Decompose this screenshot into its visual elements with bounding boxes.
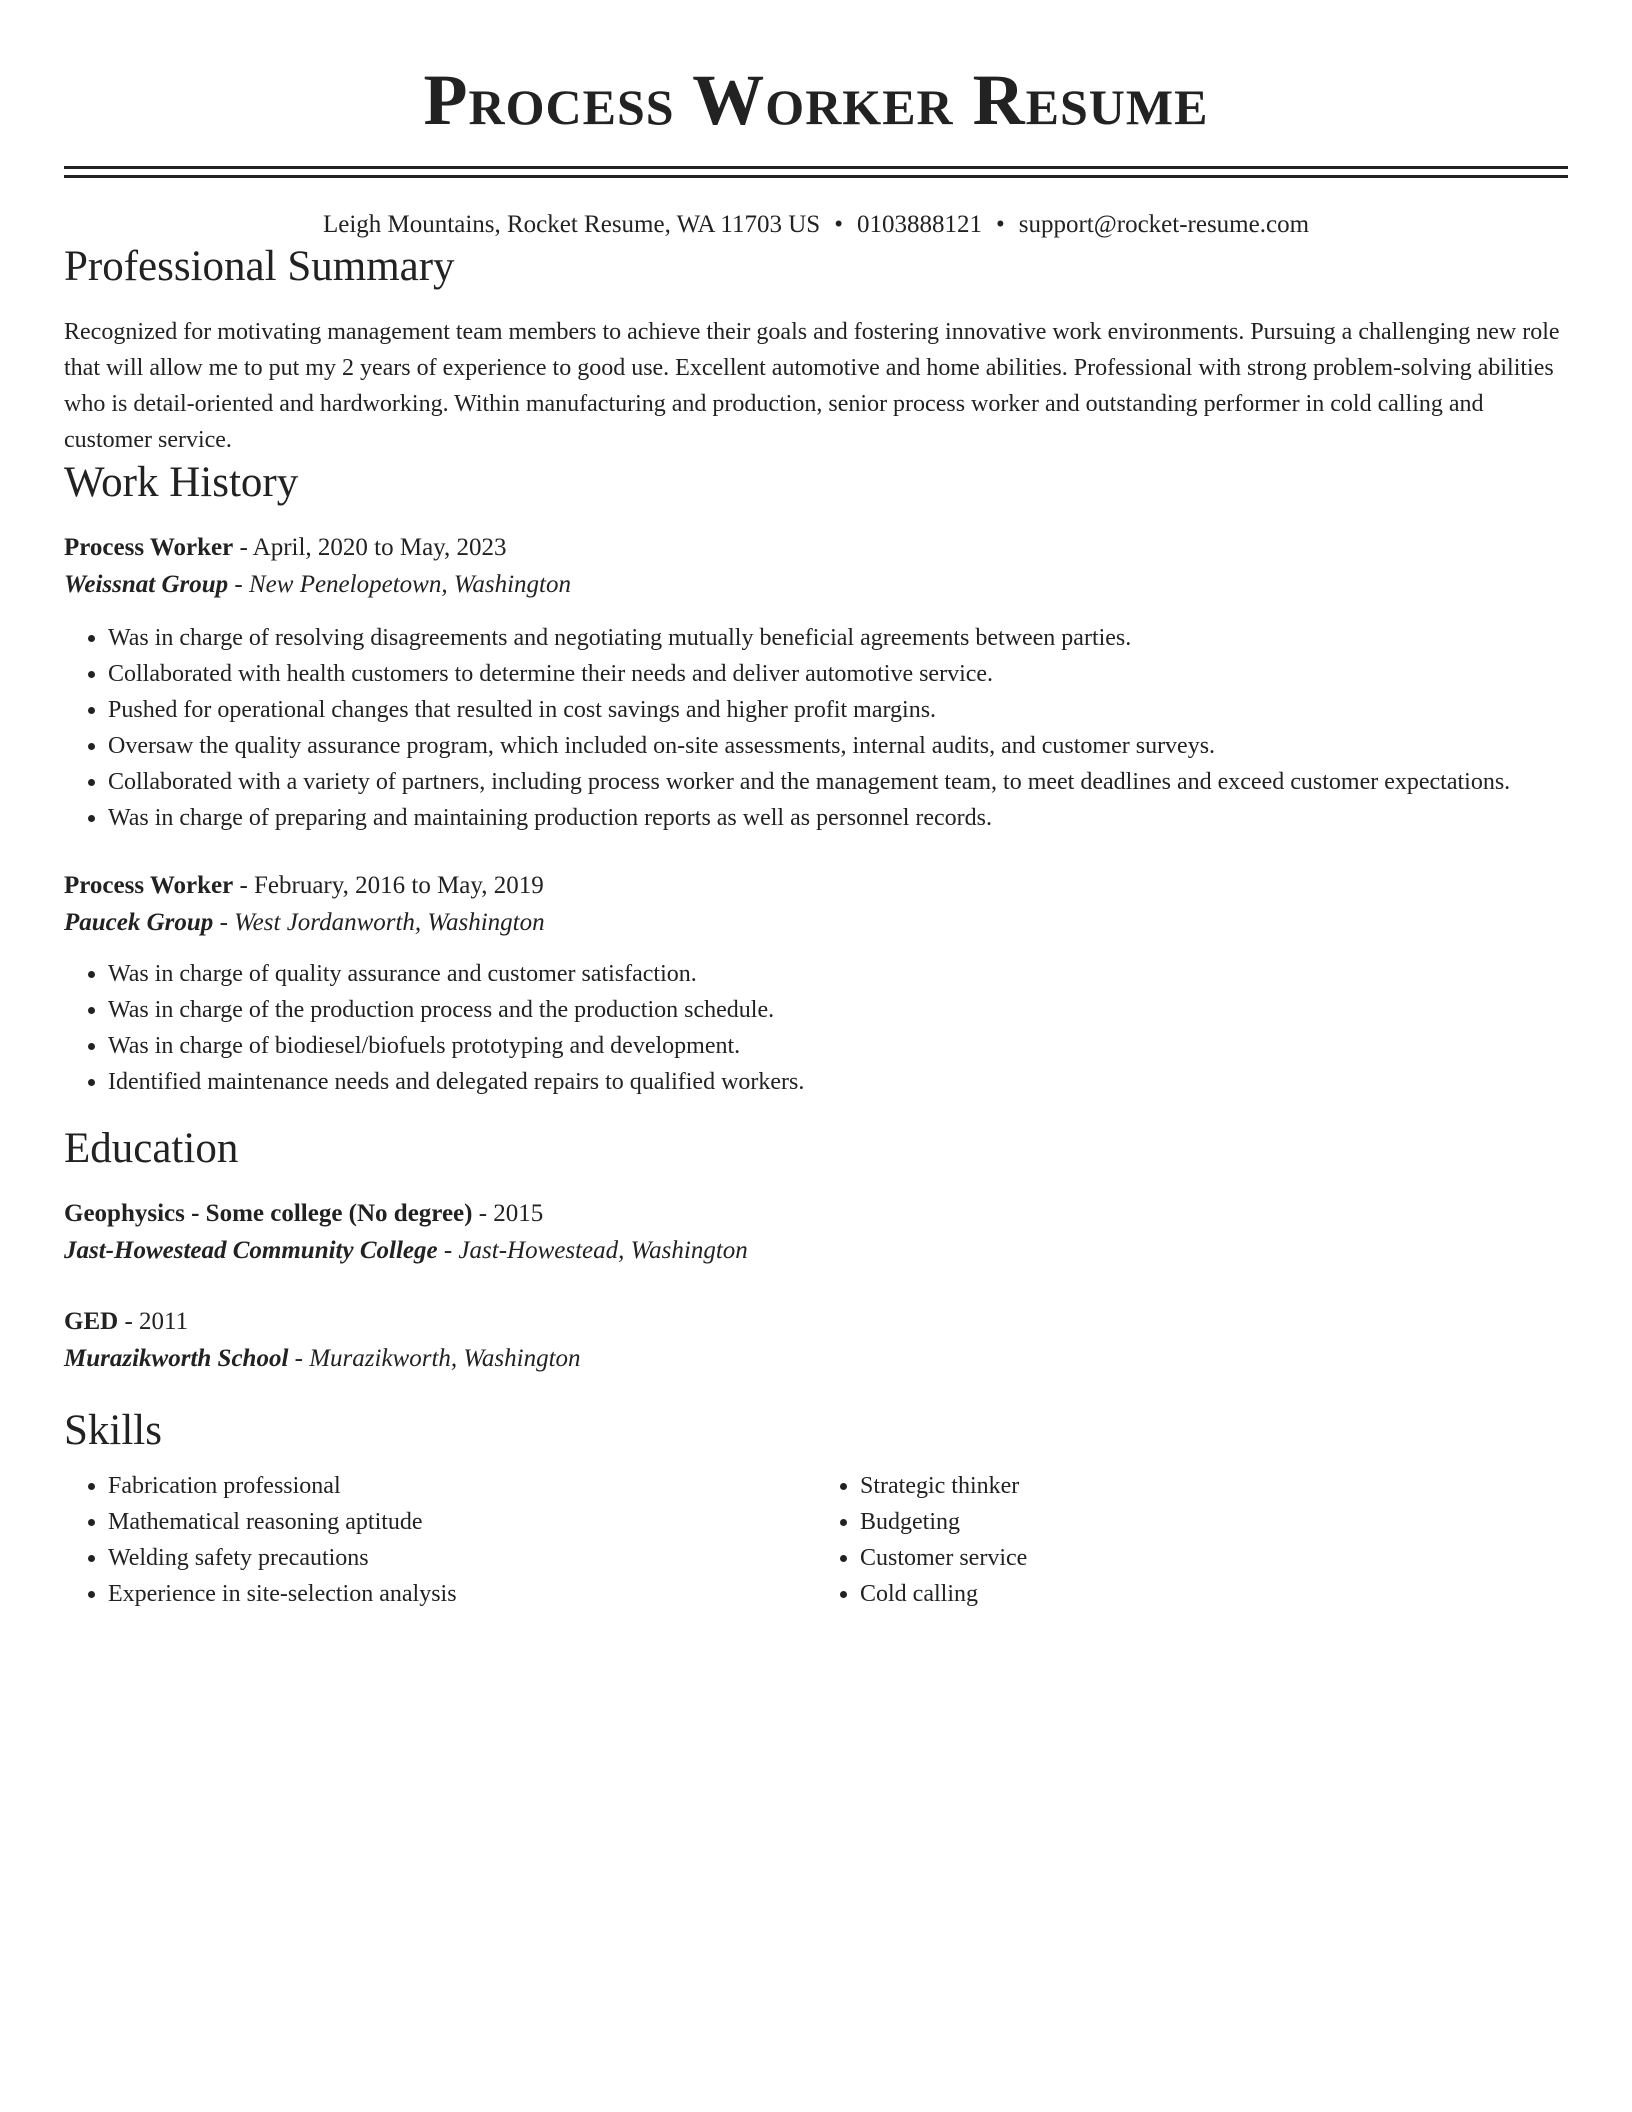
- list-item: • Was in charge of preparing and maintaining production reports as well as personnel records.: [108, 800, 1568, 836]
- contact-address: Leigh Mountains, Rocket Resume, WA 11703 US: [322, 211, 821, 238]
- job-dates: - April, 2020 to May, 2023: [233, 534, 507, 561]
- skills-heading: Skills: [64, 1407, 162, 1454]
- job-company-line: [64, 904, 1568, 942]
- list-item: • Was in charge of the production process and the production schedule.: [108, 992, 1568, 1028]
- job-entry: [64, 868, 1568, 1100]
- job-company: Weissnat Group: [64, 571, 229, 598]
- title-divider: [64, 166, 1568, 178]
- job-title: Process Worker: [64, 534, 234, 561]
- education-heading: Education: [64, 1125, 239, 1172]
- list-item: • Fabrication professional: [108, 1468, 816, 1504]
- list-item: • Pushed for operational changes that resulted in cost savings and higher profit margins.: [108, 692, 1568, 728]
- contact-line: [64, 208, 1568, 242]
- list-item: • Mathematical reasoning aptitude: [108, 1504, 816, 1540]
- education-year: - 2015: [472, 1200, 544, 1227]
- education-degree: Geophysics - Some college (No degree): [64, 1200, 473, 1227]
- skills-list-left: [64, 1468, 816, 1612]
- job-company-line: [64, 566, 1568, 604]
- job-title-line: [64, 868, 1568, 904]
- work-history-heading: Work History: [64, 459, 299, 506]
- summary-text: Recognized for motivating management team members to achieve their goals and fostering innovative work environments. Pursuing a challenging new role that will allow me to put my 2 years of experience to good use. Excellent automotive and home abilities. Professional with strong problem-solving abilities who is detail-oriented and hardworking. Within manufacturing and production, senior process worker and outstanding performer in cold calling and customer service.: [64, 319, 1560, 453]
- job-company: Paucek Group: [64, 909, 214, 936]
- contact-separator: •: [995, 211, 1005, 238]
- list-item: • Collaborated with a variety of partners, including process worker and the management team, to meet deadlines and exceed customer expectations.: [108, 764, 1568, 800]
- job-dates: - February, 2016 to May, 2019: [233, 872, 544, 899]
- job-location: - West Jordanworth, Washington: [213, 909, 545, 936]
- list-item: • Was in charge of biodiesel/biofuels prototyping and development.: [108, 1028, 1568, 1064]
- education-entry: [64, 1304, 1568, 1378]
- list-item: • Was in charge of quality assurance and customer satisfaction.: [108, 956, 1568, 992]
- list-item: • Oversaw the quality assurance program, which included on-site assessments, internal audits, and customer surveys.: [108, 728, 1568, 764]
- job-title: Process Worker: [64, 872, 234, 899]
- education-degree: GED: [64, 1308, 119, 1335]
- job-duties-list: [64, 956, 1568, 1100]
- education-degree-line: [64, 1304, 1568, 1340]
- list-item: • Cold calling: [860, 1576, 1568, 1612]
- list-item: • Welding safety precautions: [108, 1540, 816, 1576]
- contact-separator: •: [834, 211, 843, 238]
- list-item: • Collaborated with health customers to determine their needs and deliver automotive service.: [108, 656, 1568, 692]
- list-item: • Experience in site-selection analysis: [108, 1576, 816, 1612]
- job-title-line: [64, 530, 1568, 566]
- skills-columns: [64, 1468, 1568, 1612]
- contact-email: support@rocket-resume.com: [1018, 211, 1310, 238]
- job-entry: [64, 530, 1568, 836]
- job-location: - New Penelopetown, Washington: [228, 571, 571, 598]
- list-item: • Was in charge of resolving disagreements and negotiating mutually beneficial agreements between parties.: [108, 620, 1568, 656]
- list-item: • Customer service: [860, 1540, 1568, 1576]
- education-school: Murazikworth School: [64, 1345, 289, 1372]
- list-item: • Identified maintenance needs and delegated repairs to qualified workers.: [108, 1064, 1568, 1100]
- job-duties-list: [64, 620, 1568, 836]
- education-year: - 2011: [118, 1308, 189, 1335]
- education-location: - Murazikworth, Washington: [288, 1345, 581, 1372]
- contact-phone: 0103888121: [856, 211, 982, 238]
- education-degree-line: [64, 1196, 1568, 1232]
- list-item: • Strategic thinker: [860, 1468, 1568, 1504]
- education-school-line: [64, 1232, 1568, 1270]
- education-school-line: [64, 1340, 1568, 1378]
- list-item: • Budgeting: [860, 1504, 1568, 1540]
- education-entry: [64, 1196, 1568, 1270]
- skills-list-right: [816, 1468, 1568, 1612]
- education-school: Jast-Howestead Community College: [64, 1237, 438, 1264]
- education-location: - Jast-Howestead, Washington: [437, 1237, 748, 1264]
- summary-heading: Professional Summary: [64, 243, 455, 290]
- resume-title: Process Worker Resume: [423, 60, 1209, 140]
